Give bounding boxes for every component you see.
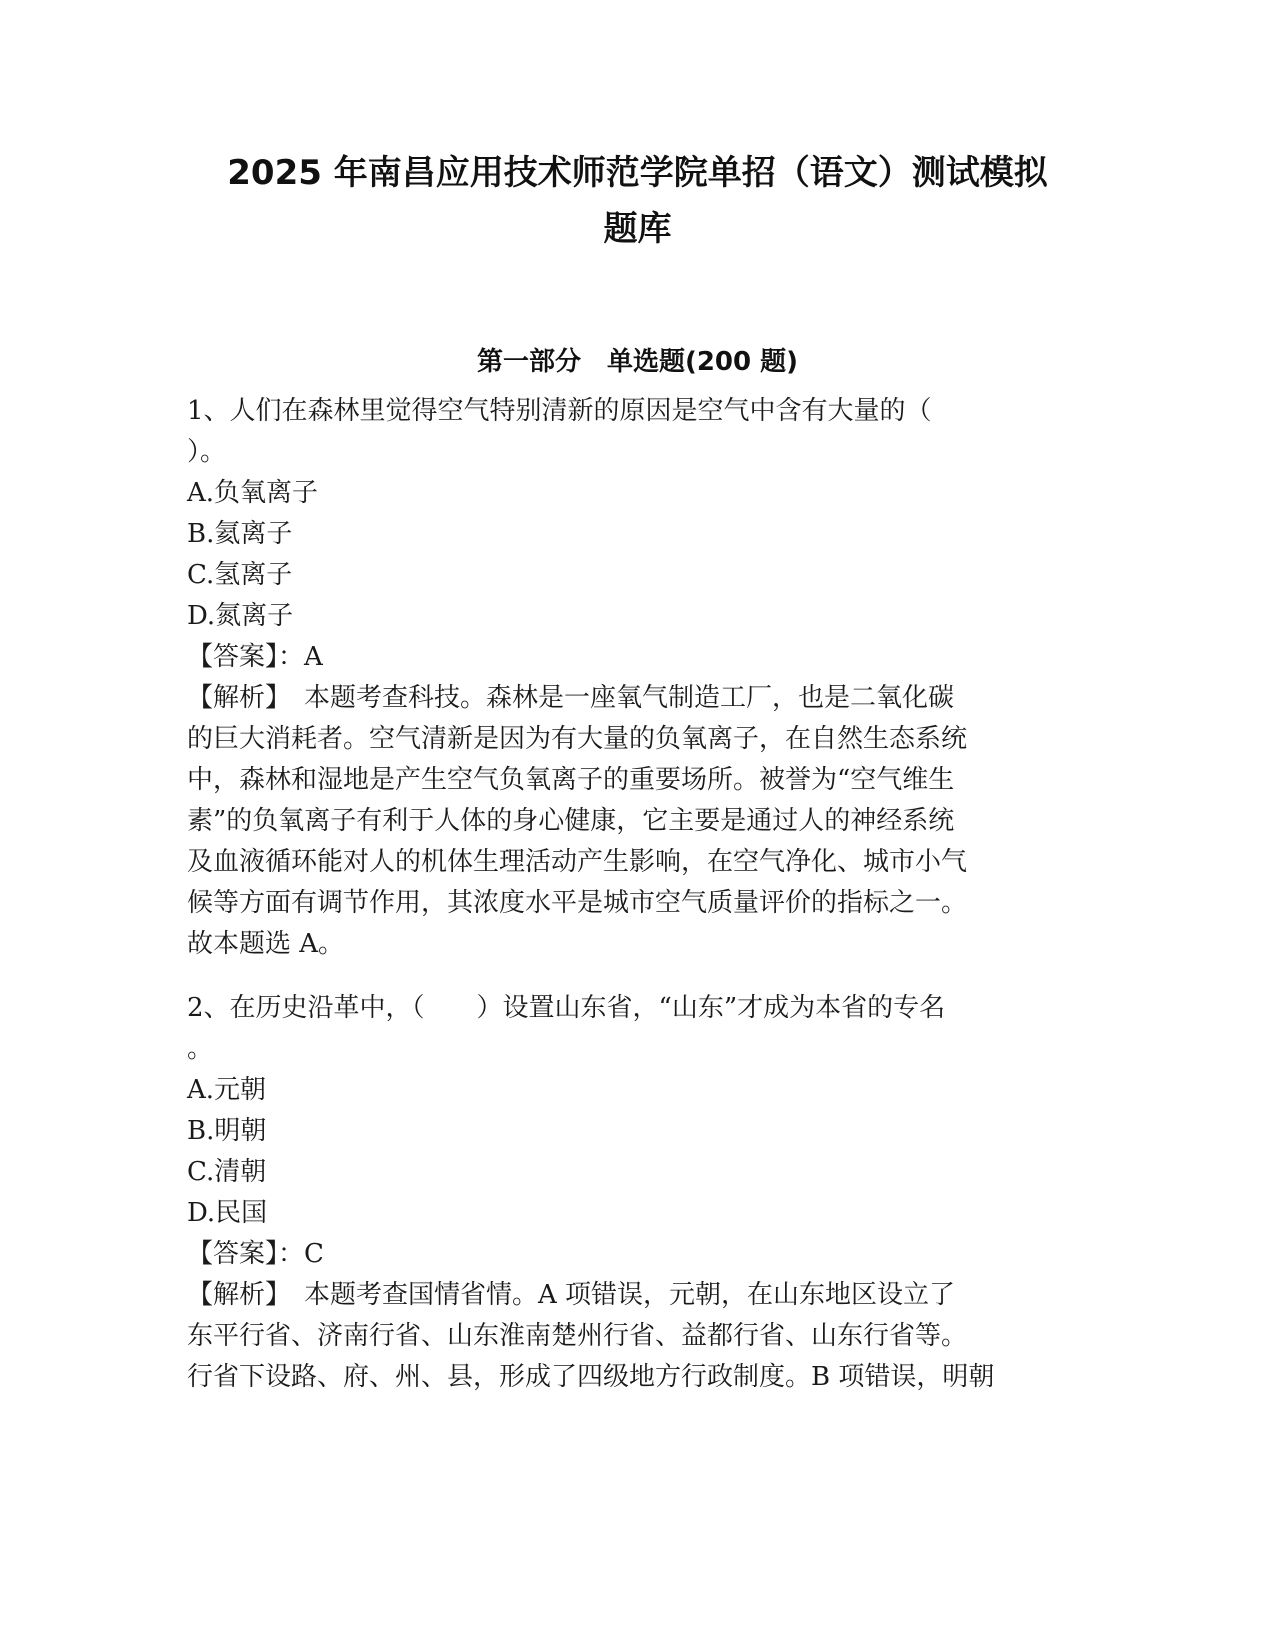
question-1-analysis-line: 中，森林和湿地是产生空气负氧离子的重要场所。被誉为“空气维生 (187, 765, 955, 795)
question-2-stem-continuation: 。 (187, 1034, 214, 1064)
question-2-option-b: B.明朝 (187, 1116, 267, 1146)
question-2-answer: 【答案】：C (187, 1239, 324, 1269)
document-title-line-1: 2025 年南昌应用技术师范学院单招（语文）测试模拟 (227, 153, 1048, 193)
question-2-option-d: D.民国 (187, 1198, 268, 1228)
question-1-option-d: D.氮离子 (187, 601, 294, 631)
question-1-analysis-line: 及血液循环能对人的机体生理活动产生影响，在空气净化、城市小气 (187, 847, 968, 877)
question-1-option-b: B.氦离子 (187, 519, 293, 549)
document-title-line-2: 题库 (603, 209, 672, 249)
question-1-analysis-line: 的巨大消耗者。空气清新是因为有大量的负氧离子，在自然生态系统 (187, 724, 968, 754)
question-2-analysis-line: 【解析】 本题考查国情省情。A 项错误，元朝，在山东地区设立了 (187, 1280, 956, 1310)
question-2-stem: 2、在历史沿革中，（ ）设置山东省，“山东”才成为本省的专名 (187, 993, 946, 1023)
question-2-analysis-line: 行省下设路、府、州、县，形成了四级地方行政制度。B 项错误，明朝 (187, 1362, 995, 1392)
question-1-analysis-line: 候等方面有调节作用，其浓度水平是城市空气质量评价的指标之一。 (187, 888, 968, 918)
question-1-stem: 1、人们在森林里觉得空气特别清新的原因是空气中含有大量的（ (187, 396, 932, 426)
question-1-analysis-line: 【解析】 本题考查科技。森林是一座氧气制造工厂，也是二氧化碳 (187, 683, 955, 713)
question-2-option-a: A.元朝 (187, 1075, 267, 1105)
question-2-option-c: C.清朝 (187, 1157, 267, 1187)
question-1-analysis-line: 故本题选 A。 (187, 929, 345, 959)
question-1-answer: 【答案】：A (187, 642, 323, 672)
question-1-option-a: A.负氧离子 (187, 478, 319, 508)
section-heading: 第一部分 单选题(200 题) (476, 347, 799, 377)
question-1-option-c: C.氢离子 (187, 560, 293, 590)
question-1-analysis-line: 素”的负氧离子有利于人体的身心健康，它主要是通过人的神经系统 (187, 806, 955, 836)
question-1-stem-continuation: ）。 (187, 437, 227, 467)
question-2-analysis-line: 东平行省、济南行省、山东淮南楚州行省、益都行省、山东行省等。 (187, 1321, 968, 1351)
